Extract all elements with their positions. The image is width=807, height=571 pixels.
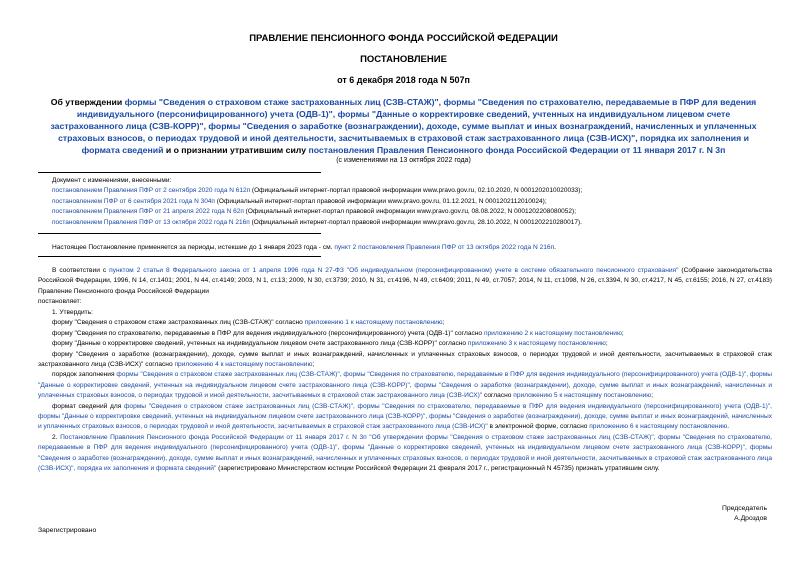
amendment-item [52,186,772,196]
format-end: . [727,423,730,431]
order-mid: согласно [482,392,514,400]
amendment-text: (Официальный интернет-портал правовой информации www.pravo.gov.ru, 02.10.2020, N 0001202010020033); [250,187,583,195]
title-link-resolution[interactable]: постановления Правления Пенсионного фонда Российской Федерации от 11 января 2017 г. N 3п [308,145,726,155]
appendix-link[interactable]: приложению 6 к настоящему постановлению [589,423,728,431]
form-text: форму "Сведения по страхователю, передаваемые в ПФР для ведения индивидуального (персонифицированного) учета (ОДВ-1)" согласно [52,329,484,337]
signature-role: Председатель [722,505,767,512]
item-repeal [38,433,772,475]
repeal-link[interactable]: Постановление Правления Пенсионного фонда Российской Федерации от 11 января 2017 г. N 3п "Об утверждении формы "Сведения о страховом стаже застрахованных лиц (СЗВ-СТАЖ)", формы "Сведения по страхователю, передаваемые в ПФР для ведения индивидуального (персонифицированного) учета (ОДВ-1)", формы "Данные о корректировке сведений, учтенных на индивидуальном лицевом счете застрахованного лица (СЗВ-КОРР)", формы "Сведения о заработке (вознаграждении), доходе, сумме выплат и иных вознаграждений, начисленных и уплаченных страховых взносов, о периодах трудовой и иной деятельности, засчитываемых в страховой стаж застрахованного лица (СЗВ-ИСХ)", порядка их заполнения и формата сведений" [38,433,772,473]
org-name: ПРАВЛЕНИЕ ПЕНСИОННОГО ФОНДА РОССИЙСКОЙ ФЕДЕРАЦИИ [249,33,558,44]
appendix-link[interactable]: приложению 5 к настоящему постановлению [513,392,652,400]
doc-title [48,96,759,156]
amendment-text: (Официальный интернет-портал правовой информации www.pravo.gov.ru, 01.12.2021, N 0001202112010024); [214,197,547,205]
form-item [38,350,772,371]
amendment-text: (Официальный интернет-портал правовой информации www.pravo.gov.ru, 08.08.2022, N 0001202208080052); [243,208,576,216]
appendix-link[interactable]: приложению 1 к настоящему постановлению [304,319,443,327]
amendment-item [52,197,772,207]
divider-mid [38,233,321,234]
form-end: ; [605,340,608,348]
preamble-law-link[interactable]: пунктом 2 статьи 8 Федерального закона от 1 апреля 1996 года N 27-ФЗ "Об индивидуальном (персонифицированном) учете в системе обязательного пенсионного страхования" [109,267,679,274]
divider-bottom [38,256,321,257]
form-item [38,318,772,328]
form-text: форму "Данные о корректировке сведений, учтенных на индивидуальном лицевом счете застрахованного лица (СЗВ-КОРР)" согласно [52,340,468,348]
order-text: порядок заполнения [52,371,117,379]
amendment-link[interactable]: постановлением Правления ПФР от 2 сентября 2020 года N 612п [52,187,251,195]
amendment-link[interactable]: постановлением Правления ПФР от 13 октября 2022 года N 216п [52,218,250,226]
appendix-link[interactable]: приложению 4 к настоящему постановлению [174,361,313,369]
preamble [38,266,772,297]
order-end: ; [651,392,654,400]
item-approve: 1. Утвердить: [52,309,93,316]
format-text: формат сведений для [52,402,124,410]
form-end: ; [442,319,445,327]
format-forms-link[interactable]: формы "Сведения о страховом стаже застрахованных лиц (СЗВ-СТАЖ)", формы "Сведения по страхователю, передаваемые в ПФР для ведения индивидуального (персонифицированного) учета (ОДВ-1)", формы "Данные о корректировке сведений, учтенных на индивидуальном лицевом счете застрахованного лица (СЗВ-КОРР)", формы "Сведения о заработке (вознаграждении), доходе, сумме выплат и иных вознаграждений, начисленных и уплаченных страховых взносов, о периодах трудовой и иной деятельности, засчитываемых в страховой стаж застрахованного лица (СЗВ-ИСХ)" [38,402,772,431]
amendment-link[interactable]: постановлением ПФР от 6 сентября 2021 года N 304п [52,197,215,205]
appendix-link[interactable]: приложению 2 к настоящему постановлению [483,329,622,337]
amendments-intro: Документ с изменениями, внесенными: [52,177,172,184]
amendment-link[interactable]: постановлением Правления ПФР от 21 апреля 2022 года N 62п [52,208,244,216]
registered-label: Зарегистрировано [38,527,97,534]
amendments-block [52,176,772,228]
amendment-text: (Официальный интернет-портал правовой информации www.pravo.gov.ru, 28.10.2022, N 0001202210280017). [249,218,582,226]
title-text-2: и о признании утратившим силу [163,145,309,155]
doc-date-number: от 6 декабря 2018 года N 507п [337,75,470,85]
format-mid: в электронной форме, согласно [487,423,590,431]
repeal-text: (зарегистрировано Министерством юстиции Российской Федерации 21 февраля 2017 г., регистрационный N 45735) признать утратившим силу. [216,465,660,473]
order-forms-link[interactable]: формы "Сведения о страховом стаже застрахованных лиц (СЗВ-СТАЖ)", формы "Сведения по страхователю, передаваемые в ПФР для ведения индивидуального (персонифицированного) учета (ОДВ-1)", формы "Данные о корректировке сведений, учтенных на индивидуальном лицевом счете застрахованного лица (СЗВ-КОРР)", формы "Сведения о заработке (вознаграждении), доходе, сумме выплат и иных вознаграждений, начисленных и уплаченных страховых взносов, о периодах трудовой и иной деятельности, засчитываемых в страховой стаж застрахованного лица (СЗВ-ИСХ)" [38,371,772,400]
decree-word: постановляет: [38,298,82,305]
signature-block [722,504,767,524]
preamble-text-2: (Собрание законодательства Российской Федерации, 1996, N 14, ст.1401; 2001, N 44, ст.4149; 2003, N 1, ст.13; 2009, N 30, ст.3739; 2010, N 31, ст.4196, N 49, ст.6409; 2011, N 49, ст.7057; 2014, N 11, ст.1098, N 26, ст.3394, N 30, ст.4217, N 45, ст.6155; 2016, N 27, ст.4183) Правление Пенсионного фонда Российской Федерации [38,267,772,295]
note-text: Настоящее Постановление применяется за периоды, истекшие до 1 января 2023 года - см. [52,244,335,251]
applicability-note [52,243,772,253]
title-text-1: Об утверждении [50,97,125,107]
divider-top [38,172,321,173]
note-end: . [554,244,556,251]
format-item [38,402,772,433]
form-end: ; [621,329,624,337]
form-end: ; [312,361,315,369]
amendment-item [52,207,772,217]
form-text: форму "Сведения о страховом стаже застрахованных лиц (СЗВ-СТАЖ)" согласно [52,319,305,327]
title-link-forms[interactable]: формы "Сведения о страховом стаже застрахованных лиц (СЗВ-СТАЖ)", формы "Сведения по страхователю, передаваемые в ПФР для ведения индивидуального (персонифицированного) учета (ОДВ-1)", формы "Данные о корректировке сведений, учтенных на индивидуальном лицевом счете застрахованного лица (СЗВ-КОРР)", формы "Сведения о заработке (вознаграждении), доходе, сумме выплат и иных вознаграждений, начисленных и уплаченных страховых взносов, о периодах трудовой и иной деятельности, засчитываемых в страховой стаж застрахованного лица (СЗВ-ИСХ)", порядка их заполнения и формата сведений [50,97,757,155]
repeal-num: 2. [52,433,61,441]
amendment-item [52,218,772,228]
order-item [38,370,772,401]
version-note: (с изменениями на 13 октября 2022 года) [336,157,471,164]
form-item [38,329,772,339]
form-text: форму "Сведения о заработке (вознаграждении), доходе, сумме выплат и иных вознаграждений, начисленных и уплаченных страховых взносов, о периодах трудовой и иной деятельности, засчитываемых в страховой стаж застрахованного лица (СЗВ-ИСХ)" согласно [38,350,772,369]
note-link[interactable]: пункт 2 постановления Правления ПФР от 13 октября 2022 года N 216п [334,244,555,251]
signature-name: А.Дроздов [734,515,767,522]
preamble-text-1: В соответствии с [52,267,110,274]
form-item [38,339,772,349]
decree-items [38,308,772,475]
doc-type: ПОСТАНОВЛЕНИЕ [360,54,447,65]
appendix-link[interactable]: приложению 3 к настоящему постановлению [467,340,606,348]
